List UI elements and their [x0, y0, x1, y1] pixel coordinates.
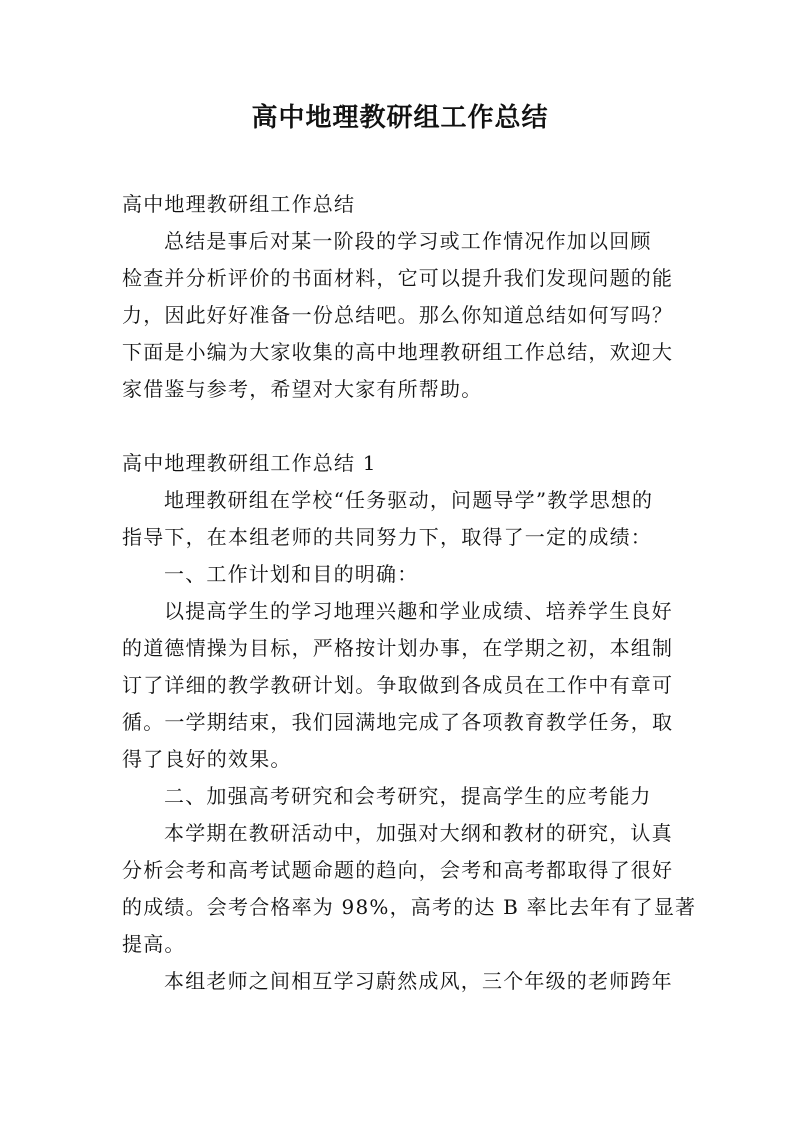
document-body [122, 186, 697, 1000]
text-line: 检查并分析评价的书面材料，它可以提升我们发现问题的能 [122, 266, 674, 290]
text-line: 得了良好的效果。 [122, 747, 292, 771]
text-line: 下面是小编为大家收集的高中地理教研组工作总结，欢迎大 [122, 340, 674, 364]
document-title: 高中地理教研组工作总结 [251, 103, 549, 133]
text-line: 本学期在教研活动中，加强对大纲和教材的研究，认真 [164, 821, 673, 845]
text-line: 家借鉴与参考，希望对大家有所帮助。 [122, 377, 483, 401]
text-line: 高中地理教研组工作总结 [122, 192, 356, 216]
text-line: 的道德情操为目标，严格按计划办事，在学期之初，本组制 [122, 636, 674, 660]
text-line: 的成绩。会考合格率为 98%，高考的达 B 率比去年有了显著 [122, 895, 697, 919]
text-line: 地理教研组在学校“任务驱动，问题导学”教学思想的 [164, 488, 654, 512]
text-line: 指导下，在本组老师的共同努力下，取得了一定的成绩： [122, 525, 652, 549]
text-line: 高中地理教研组工作总结 1 [122, 451, 377, 475]
text-line: 以提高学生的学习地理兴趣和学业成绩、培养学生良好 [164, 599, 673, 623]
text-line: 订了详细的教学教研计划。争取做到各成员在工作中有章可 [122, 673, 674, 697]
text-line: 一、工作计划和目的明确： [164, 562, 419, 586]
text-line: 本组老师之间相互学习蔚然成风，三个年级的老师跨年 [164, 969, 673, 993]
paragraph-gap [122, 408, 682, 445]
text-line: 二、加强高考研究和会考研究，提高学生的应考能力 [164, 784, 652, 808]
text-line: 分析会考和高考试题命题的趋向，会考和高考都取得了很好 [122, 858, 674, 882]
text-line: 总结是事后对某一阶段的学习或工作情况作加以回顾 [164, 229, 652, 253]
text-line: 循。一学期结束，我们园满地完成了各项教育教学任务，取 [122, 710, 674, 734]
text-line: 提高。 [122, 932, 186, 956]
text-line: 力，因此好好准备一份总结吧。那么你知道总结如何写吗？ [122, 303, 674, 327]
